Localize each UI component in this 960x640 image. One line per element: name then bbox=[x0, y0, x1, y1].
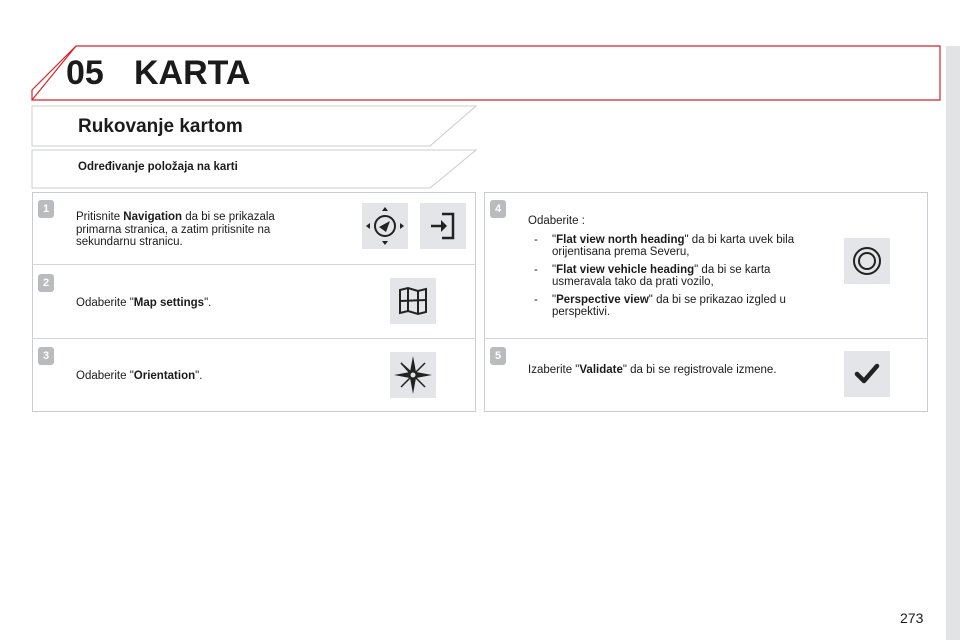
option-name: Flat view north heading bbox=[556, 233, 685, 246]
option-pre: " bbox=[552, 263, 557, 276]
orientation-options-list bbox=[528, 234, 808, 319]
step-3-text bbox=[76, 370, 316, 383]
step-5-text bbox=[528, 364, 778, 377]
step-divider bbox=[484, 338, 928, 339]
option-item bbox=[528, 294, 808, 319]
chapter-title: KARTA bbox=[134, 54, 251, 92]
map-settings-icon[interactable] bbox=[390, 278, 436, 324]
list-dash: - bbox=[534, 233, 538, 246]
step-5-text-pre: Izaberite " bbox=[528, 364, 580, 376]
step-3-text-post: ". bbox=[195, 370, 203, 382]
step-3-text-pre: Odaberite " bbox=[76, 370, 134, 382]
step-badge-2: 2 bbox=[38, 274, 54, 292]
option-post: " da bi karta uvek bila orijentisana prema Severu, bbox=[552, 233, 795, 258]
step-5-text-bold: Validate bbox=[579, 364, 623, 376]
option-name: Flat view vehicle heading bbox=[556, 263, 695, 276]
joystick-glyph bbox=[362, 203, 408, 249]
step-4-text bbox=[528, 215, 808, 324]
checkmark-glyph bbox=[844, 351, 890, 397]
step-divider bbox=[32, 264, 476, 265]
option-name: Perspective view bbox=[556, 293, 649, 306]
step-1-text-pre: Pritisnite bbox=[76, 211, 124, 223]
page-number: 273 bbox=[900, 610, 924, 626]
section-title: Rukovanje kartom bbox=[78, 116, 243, 137]
option-pre: " bbox=[552, 293, 557, 306]
step-badge-5: 5 bbox=[490, 347, 506, 365]
navigation-joystick-icon[interactable] bbox=[362, 203, 408, 249]
step-2-text-pre: Odaberite " bbox=[76, 297, 134, 309]
step-2-text bbox=[76, 297, 316, 310]
step-1-text-post: da bi se prikazala primarna stranica, a zatim pritisnite na sekundarnu stranicu. bbox=[76, 211, 275, 248]
checkmark-icon[interactable] bbox=[844, 351, 890, 397]
option-post: " da bi se karta usmeravala tako da prati vozilo, bbox=[552, 263, 771, 288]
compass-rose-glyph bbox=[390, 352, 436, 398]
list-dash: - bbox=[534, 263, 538, 276]
option-pre: " bbox=[552, 233, 557, 246]
step-2-text-post: ". bbox=[204, 297, 212, 309]
step-badge-4: 4 bbox=[490, 200, 506, 218]
step-1-text-bold: Navigation bbox=[123, 211, 183, 223]
compass-rose-icon[interactable] bbox=[390, 352, 436, 398]
subsection-title: Određivanje položaja na karti bbox=[78, 161, 238, 173]
step-2-text-bold: Map settings bbox=[133, 297, 205, 309]
step-badge-1: 1 bbox=[38, 200, 54, 218]
step-1-text bbox=[76, 211, 316, 249]
step-3-text-bold: Orientation bbox=[133, 370, 196, 382]
target-circle-glyph bbox=[844, 238, 890, 284]
option-item bbox=[528, 234, 808, 259]
step-4-intro: Odaberite : bbox=[528, 215, 585, 227]
list-dash: - bbox=[534, 293, 538, 306]
secondary-page-icon[interactable] bbox=[420, 203, 466, 249]
target-circle-icon[interactable] bbox=[844, 238, 890, 284]
folded-map-glyph bbox=[390, 278, 436, 324]
step-badge-3: 3 bbox=[38, 347, 54, 365]
option-post: " da bi se prikazao izgled u perspektivi. bbox=[552, 293, 786, 318]
option-item bbox=[528, 264, 808, 289]
step-divider bbox=[32, 338, 476, 339]
step-5-text-post: " da bi se registrovale izmene. bbox=[622, 364, 777, 376]
secondary-page-glyph bbox=[420, 203, 466, 249]
chapter-number: 05 bbox=[66, 54, 104, 92]
